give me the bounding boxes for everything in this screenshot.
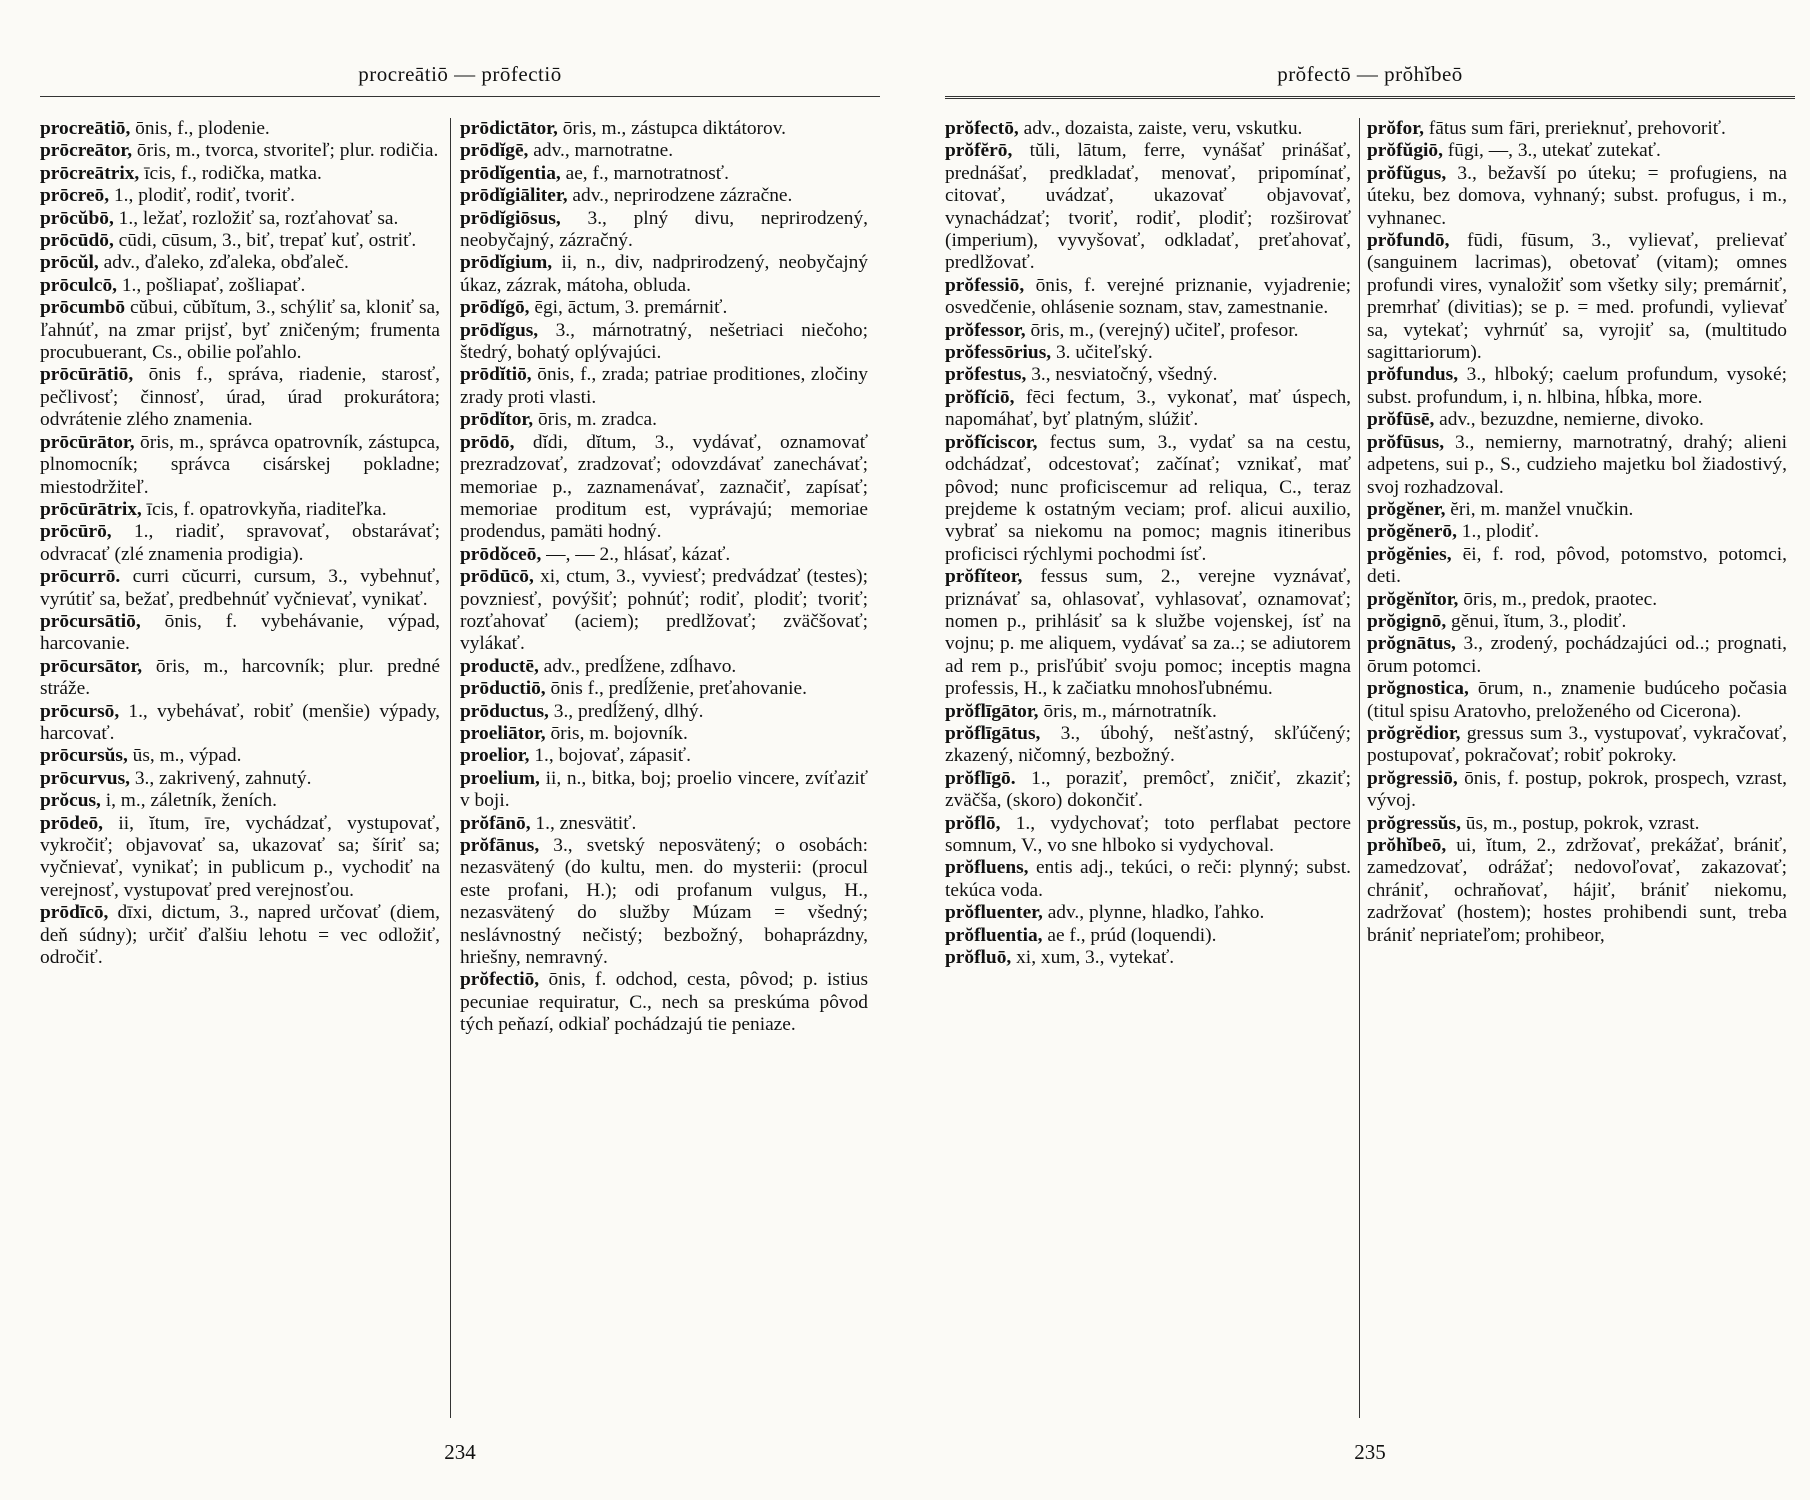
entry-definition: dīxi, dictum, 3., napred určovať (diem, deň súdny); určiť ďalšiu lehotu = vec odložiť, odročiť. (40, 902, 440, 969)
dictionary-entry (40, 701, 440, 746)
entry-headword: prŏfluentia, (945, 924, 1043, 946)
dictionary-entry (1367, 521, 1787, 543)
page-number: 235 (1354, 1440, 1386, 1464)
entry-definition: ii, n., div, nadprirodzený, neobyčajný úkaz, zázrak, mátoha, obluda. (460, 252, 868, 296)
entry-headword: prōcŭbō, (40, 207, 114, 229)
dictionary-entry (40, 163, 440, 185)
dictionary-entry (460, 432, 868, 544)
dictionary-entry (945, 566, 1351, 700)
entry-definition: 1., bojovať, zápasiť. (529, 745, 691, 767)
dictionary-entry (460, 678, 868, 700)
page-number: 234 (444, 1440, 476, 1464)
dictionary-entry (1367, 633, 1787, 678)
entry-headword: prōcreātor, (40, 140, 133, 162)
dictionary-entry (1367, 611, 1787, 633)
dictionary-entry (460, 208, 868, 253)
dictionary-entry (945, 140, 1351, 274)
entry-definition: 3., predĺžený, dlhý. (548, 700, 704, 722)
entry-definition: ēgi, āctum, 3. premárniť. (529, 297, 728, 319)
entry-definition: ēi, f. rod, pôvod, potomstvo, potomci, deti. (1367, 543, 1787, 588)
entry-headword: prŏgrĕdior, (1367, 722, 1461, 744)
entry-definition: dĭdi, dĭtum, 3., vydávať, oznamovať prezradzovať, zradzovať; odovzdávať zanechávať; memoriae p., zaznamenávať, zaznačiť, zapísať; memoriae proditum est, vyprávajú; memoriae prodendus, pamäti hodný. (460, 431, 868, 543)
dictionary-entry (945, 768, 1351, 813)
entry-definition: ūs, m., výpad. (127, 745, 242, 767)
dictionary-entry (460, 409, 868, 431)
entry-definition: fūdi, fūsum, 3., vylievať, prelievať (sanguinem lacrimas), obetovať (vitam); omnes profundi vires, vynaložiť som všetky sily; premárniť, premrhať (divitias); se p. = med. profundi, vylievať sa, vytekať; vyhrnúť sa, vyrojiť sa, (multitudo sagittariorum). (1367, 230, 1787, 364)
dictionary-entry (945, 364, 1351, 386)
right-page (945, 0, 1795, 1500)
entry-headword: prōculcō, (40, 274, 118, 296)
entry-definition: ōnis, f., zrada; patriae proditiones, zločiny zrady proti vlasti. (460, 364, 868, 408)
entry-headword: prōcurvus, (40, 767, 130, 789)
entry-headword: prŏfectiō, (460, 969, 540, 991)
entry-headword: prōdĭtiō, (460, 364, 532, 386)
entry-definition: ĕri, m. manžel vnučkin. (1445, 498, 1634, 520)
dictionary-entry (460, 252, 868, 297)
entry-headword: prŏgignō, (1367, 610, 1447, 632)
dictionary-entry (460, 745, 868, 767)
page-header: prŏfectō — prŏhĭbeō (1277, 62, 1463, 86)
entry-definition: ōris, m., (verejný) učiteľ, profesor. (1025, 319, 1299, 341)
entry-headword: prōdūcō, (460, 566, 534, 588)
entry-definition: 3., nesviatočný, všedný. (1026, 364, 1218, 386)
left-column-1 (40, 118, 440, 969)
dictionary-entry (40, 790, 440, 812)
entry-definition: 3. učiteľský. (1051, 342, 1153, 364)
dictionary-entry (40, 432, 440, 499)
entry-headword: prōcŭl, (40, 252, 99, 274)
dictionary-entry (460, 140, 868, 162)
dictionary-entry (1367, 432, 1787, 499)
entry-definition: 3., nemierny, marnotratný, drahý; alieni adpetens, sui p., S., cudzieho majetku bol žiadostivý, svoj rozhadzoval. (1367, 431, 1787, 498)
dictionary-entry (40, 208, 440, 230)
dictionary-entry (945, 723, 1351, 768)
entry-definition: ōnis f., správa, riadenie, starosť, pečlivosť; činnosť, úrad, úrad prokurátora; odvrátenie zlého znamenia. (40, 364, 440, 431)
entry-headword: proelium, (460, 767, 540, 789)
entry-headword: prŏflīgō. (945, 767, 1016, 789)
entry-headword: prōdeō, (40, 812, 104, 834)
entry-headword: prŏfundō, (1367, 230, 1450, 252)
entry-definition: ii, ĭtum, īre, vychádzať, vystupovať, vykročiť; objavovať sa, ukazovať sa; šíriť sa; vyčnievať, vynikať; in publicum p., vychodiť na verejnosť, vystupovať pred verejnosťou. (40, 812, 440, 901)
entry-headword: productē, (460, 655, 539, 677)
dictionary-entry (945, 320, 1351, 342)
dictionary-entry (1367, 723, 1787, 768)
entry-headword: prŏfestus, (945, 364, 1027, 386)
entry-definition: xi, xum, 3., vytekať. (1011, 947, 1175, 969)
dictionary-entry (40, 252, 440, 274)
dictionary-entry (460, 656, 868, 678)
entry-headword: prōcūdō, (40, 230, 114, 252)
entry-headword: prŏfĕrō, (945, 140, 1013, 162)
entry-definition: ōnis, f., plodenie. (130, 118, 270, 139)
entry-definition: 3., márnotratný, nešetriaci niečoho; štedrý, bohatý oplývajúci. (460, 319, 868, 364)
entry-definition: ōris, m., tvorca, stvoriteľ; plur. rodičia. (132, 140, 439, 162)
entry-definition: tŭli, lātum, ferre, vynášať prinášať, prednášať, predkladať, menovať, pripomínať, citovať, uvádzať, ukazovať objavovať, vynachádzať; tvoriť, rodiť, plodiť; rozširovať (imperium), vyvyšovať, odkladať, preťahovať, predlžovať. (945, 140, 1351, 274)
left-page (40, 0, 880, 1500)
entry-headword: prōcursō, (40, 700, 120, 722)
entry-headword: prōdĭgiāliter, (460, 185, 568, 207)
entry-headword: prŏgnātus, (1367, 633, 1456, 655)
entry-headword: prōcreātrix, (40, 162, 140, 184)
dictionary-entry (40, 745, 440, 767)
dictionary-entry (945, 432, 1351, 566)
dictionary-entry (1367, 813, 1787, 835)
entry-definition: ae f., prúd (loquendi). (1042, 924, 1217, 946)
entry-headword: proelior, (460, 745, 530, 767)
entry-definition: ōris, m., správca opatrovník, zástupca, plnomocník; správca cisárskej pokladne; miestodržiteľ. (40, 431, 440, 498)
entry-definition: ōris, m., harcovník; plur. predné stráže. (40, 655, 440, 700)
entry-headword: prŏgnostica, (1367, 678, 1469, 700)
entry-headword: proeliātor, (460, 722, 546, 744)
entry-headword: prŏfundus, (1367, 364, 1459, 386)
entry-definition: ōnis f., predĺženie, preťahovanie. (545, 678, 807, 700)
entry-headword: prŏfluens, (945, 857, 1029, 879)
entry-headword: prŏfessor, (945, 319, 1026, 341)
entry-headword: prŏfĭteor, (945, 566, 1023, 588)
entry-headword: prōcumbō (40, 297, 126, 319)
dictionary-entry (40, 297, 440, 364)
entry-headword: prōcūrātor, (40, 431, 135, 453)
dictionary-entry (460, 701, 868, 723)
left-column-2 (460, 118, 868, 1037)
entry-definition: ōnis, f. vybehávanie, výpad, harcovanie. (40, 610, 440, 655)
dictionary-entry (945, 275, 1351, 320)
entry-definition: 1., pošliapať, zošliapať. (117, 274, 306, 296)
entry-definition: curri cŭcurri, cursum, 3., vybehnuť, vyrútiť sa, bežať, predbehnúť vyčnievať, vynikať. (40, 566, 440, 610)
dictionary-entry (1367, 678, 1787, 723)
dictionary-entry (945, 857, 1351, 902)
dictionary-entry (1367, 230, 1787, 364)
entry-definition: —, — 2., hlásať, kázať. (541, 543, 731, 565)
dictionary-entry (1367, 835, 1787, 947)
entry-definition: ae, f., marnotratnosť. (560, 162, 729, 184)
entry-definition: adv., plynne, hladko, ľahko. (1042, 902, 1265, 924)
dictionary-entry (460, 723, 868, 745)
entry-headword: prōdĭgō, (460, 297, 530, 319)
dictionary-entry (945, 925, 1351, 947)
dictionary-entry (40, 230, 440, 252)
entry-definition: i, m., záletník, ženích. (100, 790, 277, 812)
entry-definition: ui, ĭtum, 2., zdržovať, prekážať, brániť, zamedzovať, odrážať; nedovoľovať, zakazovať; chrániť, ochraňovať, hájiť, brániť niekomu, zadržovať (hostem); hostes prohibendi sunt, treba brániť nepriateľom; prohibeor, (1367, 835, 1787, 946)
entry-definition: 1., ležať, rozložiť sa, rozťahovať sa. (113, 207, 399, 229)
entry-definition: adv., bezuzdne, nemierne, divoko. (1434, 409, 1704, 431)
entry-headword: prōdĭgus, (460, 319, 539, 341)
dictionary-entry (1367, 589, 1787, 611)
entry-headword: prŏfĭciscor, (945, 431, 1038, 453)
entry-definition: adv., dozaista, zaiste, veru, vskutku. (1018, 118, 1303, 139)
entry-headword: prŏfectō, (945, 118, 1019, 139)
dictionary-entry (945, 701, 1351, 723)
entry-headword: prōdĭgentia, (460, 162, 561, 184)
entry-headword: prŏfessōrius, (945, 342, 1052, 364)
entry-headword: prŏgĕner, (1367, 498, 1446, 520)
dictionary-entry (1367, 409, 1787, 431)
dictionary-entry (460, 185, 868, 207)
header-rule (40, 96, 880, 97)
entry-definition: 1., plodiť, rodiť, tvoriť. (109, 185, 296, 207)
entry-definition: īcis, f. opatrovkyňa, riaditeľka. (141, 498, 387, 520)
entry-definition: 3., hlboký; caelum profundum, vysoké; subst. profundum, i, n. hlbina, hĺbka, more. (1367, 364, 1787, 408)
entry-definition: gressus sum 3., vystupovať, vykračovať, postupovať, pokračovať; robiť pokroky. (1367, 722, 1787, 767)
entry-headword: prōdō, (460, 431, 515, 453)
entry-headword: prŏfluō, (945, 947, 1012, 969)
entry-definition: adv., predĺžene, zdĺhavo. (538, 655, 737, 677)
right-column-2 (1367, 118, 1787, 947)
dictionary-entry (40, 499, 440, 521)
dictionary-entry (460, 163, 868, 185)
dictionary-entry (40, 275, 440, 297)
dictionary-entry (460, 364, 868, 409)
entry-headword: prōcursātor, (40, 655, 143, 677)
dictionary-entry (460, 969, 868, 1036)
column-divider (1359, 118, 1360, 1418)
dictionary-entry (460, 566, 868, 656)
entry-definition: ōris, m., márnotratník. (1038, 700, 1217, 722)
entry-headword: prŏfŭgiō, (1367, 140, 1443, 162)
entry-headword: prŏfor, (1367, 118, 1424, 139)
entry-headword: prōdĭgē, (460, 140, 529, 162)
column-divider (450, 118, 451, 1418)
entry-headword: prŏcus, (40, 790, 101, 812)
entry-definition: fūgi, —, 3., utekať zutekať. (1442, 140, 1661, 162)
entry-definition: 1., vybehávať, robiť (menšie) výpady, harcovať. (40, 700, 440, 744)
page-header: procreātiō — prōfectiō (358, 62, 562, 86)
entry-headword: prōductiō, (460, 678, 546, 700)
right-column-1 (945, 118, 1351, 969)
entry-headword: procreātiō, (40, 118, 131, 139)
entry-headword: prŏfānus, (460, 835, 540, 856)
entry-definition: cŭbui, cŭbĭtum, 3., schýliť sa, kloniť sa, ľahnúť, na zmar prijsť, byť zničeným; frumenta procubuerant, Cs., obilie poľahlo. (40, 297, 440, 364)
entry-definition: gĕnui, ĭtum, 3., plodiť. (1446, 610, 1627, 632)
dictionary-entry (1367, 163, 1787, 230)
entry-definition: 3., svetský neposvätený; o osobách: nezasvätený (do kultu, men. do mysterii: (procul este profani, H.); odi profanum vulgus, H., nezasvätený do služby Múzam = všedný; neslávnostný nečistý; bezbožný, bohaprázdny, hriešny, nemravný. (460, 835, 868, 969)
entry-definition: adv., marnotratne. (528, 140, 674, 162)
dictionary-entry (40, 813, 440, 903)
entry-headword: prōcūrō, (40, 521, 112, 543)
entry-definition: ōris, m., zástupca diktátorov. (557, 118, 786, 139)
dictionary-entry (945, 947, 1351, 969)
dictionary-entry (945, 813, 1351, 858)
entry-definition: 3., úbohý, nešťastný, skľúčený; zkazený, ničomný, bezbožný. (945, 722, 1351, 767)
entry-headword: prŏgĕnies, (1367, 543, 1452, 565)
dictionary-entry (1367, 140, 1787, 162)
dictionary-entry (460, 768, 868, 813)
dictionary-entry (460, 813, 868, 835)
entry-definition: ōnis, f. postup, pokrok, prospech, vzrast, vývoj. (1367, 767, 1787, 812)
dictionary-entry (945, 118, 1351, 140)
header-rule (945, 96, 1795, 99)
entry-definition: fēci fectum, 3., vykonať, mať úspech, napomáhať, byť platným, slúžiť. (945, 386, 1351, 431)
entry-headword: prōcūrātiō, (40, 364, 134, 386)
entry-definition: 1., znesvätiť. (530, 812, 637, 834)
dictionary-entry (40, 768, 440, 790)
entry-definition: 1., vydychovať; toto perflabat pectore somnum, V., vo sne hlboko si vydychoval. (945, 812, 1351, 856)
entry-definition: 3., plný divu, neprirodzený, neobyčajný, zázračný. (460, 207, 868, 252)
dictionary-entry (40, 566, 440, 611)
entry-definition: ūs, m., postup, pokrok, vzrast. (1460, 812, 1700, 834)
dictionary-entry (1367, 118, 1787, 140)
entry-headword: prōdĭgiōsus, (460, 207, 561, 229)
entry-definition: 1., poraziť, premôcť, zničiť, zkaziť; zväčša, (skoro) dokončiť. (945, 767, 1351, 812)
entry-headword: prōdictātor, (460, 118, 558, 139)
entry-definition: adv., ďaleko, zďaleka, obďaleč. (98, 252, 349, 274)
entry-headword: prōdŏceō, (460, 543, 542, 565)
entry-definition: ōris, m. zradca. (533, 409, 657, 431)
dictionary-entry (460, 544, 868, 566)
dictionary-entry (40, 140, 440, 162)
entry-headword: prŏfūsus, (1367, 431, 1445, 453)
dictionary-entry (40, 364, 440, 431)
entry-headword: prŏgressŭs, (1367, 812, 1461, 834)
dictionary-entry (40, 521, 440, 566)
dictionary-entry (40, 185, 440, 207)
entry-headword: prōcurrō. (40, 566, 121, 588)
dictionary-entry (945, 342, 1351, 364)
dictionary-entry (945, 902, 1351, 924)
entry-headword: prōdĭgium, (460, 252, 553, 274)
entry-headword: prŏfūsē, (1367, 409, 1435, 431)
entry-definition: ōnis, f. verejné priznanie, vyjadrenie; osvedčenie, ohlásenie soznam, stav, zamestnanie. (945, 274, 1351, 319)
entry-headword: prŏfĭciō, (945, 386, 1015, 408)
dictionary-entry (460, 118, 868, 140)
entry-headword: prōdīcō, (40, 902, 109, 924)
dictionary-entry (40, 902, 440, 969)
dictionary-entry (460, 835, 868, 969)
entry-definition: 3., zrodený, pochádzajúci od..; prognati, ōrum potomci. (1367, 633, 1787, 677)
entry-headword: prōcreō, (40, 185, 110, 207)
entry-definition: ōrum, n., znamenie budúceho počasia (titul spisu Aratovho, preloženého od Cicerona). (1367, 678, 1787, 722)
entry-headword: prŏhĭbeō, (1367, 835, 1447, 856)
dictionary-entry (40, 118, 440, 140)
entry-headword: prōcursŭs, (40, 745, 128, 767)
entry-definition: ōris, m., predok, praotec. (1458, 588, 1658, 610)
entry-definition: ii, n., bitka, boj; proelio vincere, zvíťaziť v boji. (460, 767, 868, 812)
entry-headword: prōductus, (460, 700, 549, 722)
entry-definition: 3., zakrivený, zahnutý. (129, 767, 312, 789)
entry-headword: prŏflīgātus, (945, 722, 1041, 744)
entry-definition: fectus sum, 3., vydať sa na cestu, odchádzať, odcestovať; začínať; vznikať, mať pôvod; nunc proficiscemur ad reliqua, C., teraz prejdeme k ostatným veciam; prof. alicui auxilio, vybrať sa niekomu na pomoc; magnis itineribus proficisci rýchlymi pochodmi ísť. (945, 431, 1351, 565)
entry-definition: 1., plodiť. (1456, 521, 1540, 543)
entry-definition: īcis, f., rodička, matka. (139, 162, 322, 184)
dictionary-entry (1367, 364, 1787, 409)
dictionary-entry (460, 297, 868, 319)
entry-definition: 3., bežavší po úteku; = profugiens, na úteku, bez domova, vyhnaný; subst. profugus, i m., vyhnanec. (1367, 162, 1787, 229)
entry-definition: ōnis, f. odchod, cesta, pôvod; p. istius pecuniae requiratur, C., nech sa preskúma pôvod tých peňazí, odkiaľ pochádzajú tie peniaze. (460, 969, 868, 1036)
entry-definition: 1., riadiť, spravovať, obstarávať; odvracať (zlé znamenia prodigia). (40, 521, 440, 565)
entry-headword: prōcūrātrix, (40, 498, 142, 520)
entry-definition: ōris, m. bojovník. (545, 722, 688, 744)
entry-definition: adv., neprirodzene zázračne. (567, 185, 793, 207)
entry-definition: entis adj., tekúci, o reči: plynný; subst. tekúca voda. (945, 857, 1351, 901)
dictionary-entry (1367, 499, 1787, 521)
entry-headword: prŏflīgātor, (945, 700, 1039, 722)
entry-headword: prōcursātiō, (40, 610, 141, 632)
entry-headword: prŏgĕnĭtor, (1367, 588, 1459, 610)
dictionary-entry (40, 611, 440, 656)
entry-headword: prŏflō, (945, 812, 1001, 834)
entry-headword: prŏgĕnerō, (1367, 521, 1457, 543)
entry-definition: fātus sum fāri, prerieknuť, prehovoriť. (1423, 118, 1726, 139)
entry-headword: prōdĭtor, (460, 409, 534, 431)
entry-definition: fessus sum, 2., verejne vyznávať, priznávať sa, ohlasovať, vyhlasovať, oznamovať; nomen p., prihlásiť sa k službe vojenskej, ísť na vojnu; p. me aliquem, vydávať sa za..; se adiutorem ad rem p., prisľúbiť svoju pomoc; inceptis magna professis, H., k začiatku mnohosľubnému. (945, 566, 1351, 700)
entry-headword: prŏfānō, (460, 812, 531, 834)
entry-headword: prŏfŭgus, (1367, 162, 1447, 184)
dictionary-entry (460, 320, 868, 365)
dictionary-entry (40, 656, 440, 701)
dictionary-entry (1367, 768, 1787, 813)
entry-headword: prŏfessiō, (945, 274, 1025, 296)
entry-headword: prŏfluenter, (945, 902, 1043, 924)
dictionary-entry (1367, 544, 1787, 589)
dictionary-entry (945, 387, 1351, 432)
entry-headword: prŏgressiō, (1367, 767, 1458, 789)
entry-definition: xi, ctum, 3., vyviesť; predvádzať (testes); povzniesť, povýšiť; pohnúť; rodiť, plodiť; tvoriť; rozťahovať (aciem); predlžovať; zväčšovať; vylákať. (460, 566, 868, 655)
entry-definition: cūdi, cūsum, 3., biť, trepať kuť, ostriť. (113, 230, 417, 252)
